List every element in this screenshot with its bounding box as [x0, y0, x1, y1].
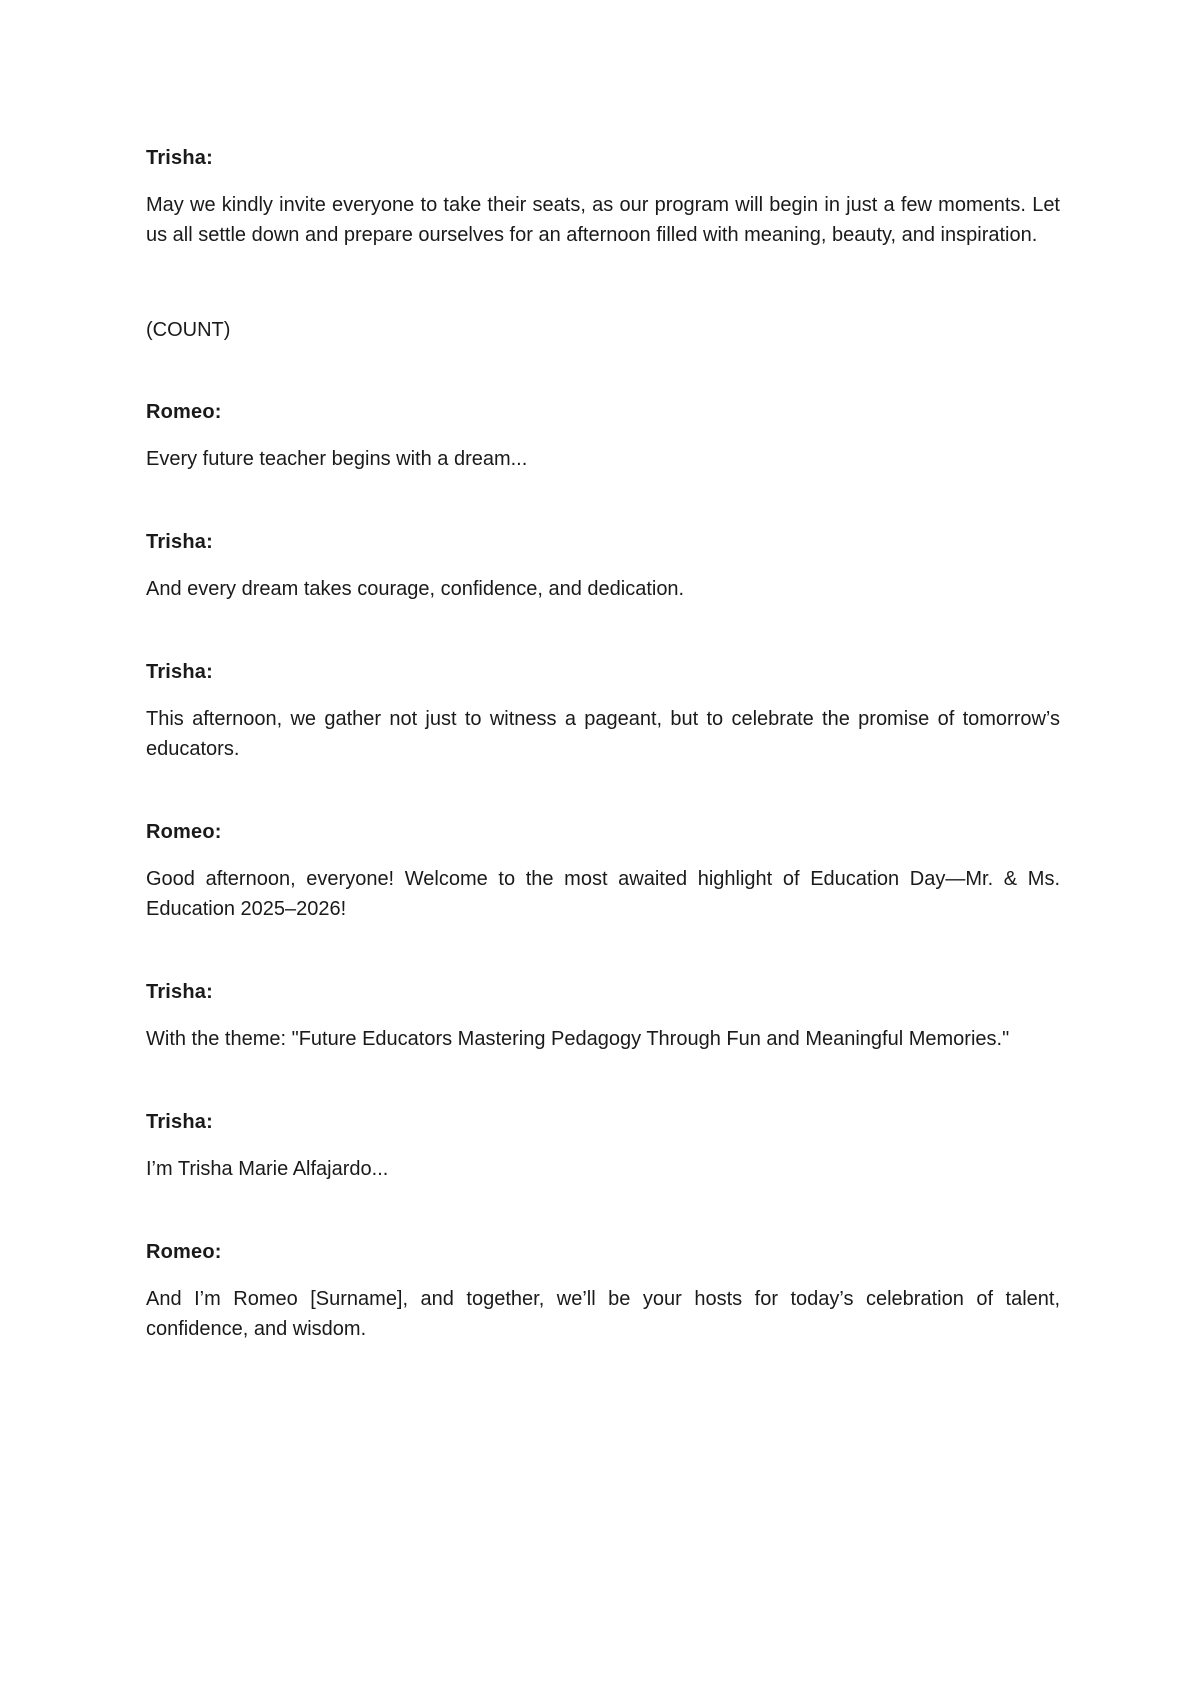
dialogue-text: I’m Trisha Marie Alfajardo... — [146, 1158, 389, 1180]
dialogue-text: And I’m Romeo [Surname], and together, we’ll be your hosts for today’s celebration of talent, confidence, and wisdom. — [146, 1288, 1060, 1340]
speaker-label: Trisha: — [146, 981, 213, 1003]
dialogue-text: Every future teacher begins with a dream... — [146, 448, 528, 470]
dialogue-text: With the theme: "Future Educators Mastering Pedagogy Through Fun and Meaningful Memories." — [146, 1028, 1010, 1050]
speaker-label: Romeo: — [146, 401, 222, 423]
script-block-3 — [146, 530, 1060, 604]
script-block-6 — [146, 980, 1060, 1054]
speaker-label: Trisha: — [146, 531, 213, 553]
dialogue-text: Good afternoon, everyone! Welcome to the most awaited highlight of Education Day—Mr. & Ms. Education 2025–2026! — [146, 868, 1060, 920]
script-block-5 — [146, 820, 1060, 924]
script-block-2 — [146, 400, 1060, 474]
script-block-8 — [146, 1240, 1060, 1344]
script-block-7 — [146, 1110, 1060, 1184]
speaker-label: Romeo: — [146, 821, 222, 843]
script-block-1 — [146, 146, 1060, 250]
stage-cue-block — [146, 318, 1060, 342]
dialogue-text: This afternoon, we gather not just to witness a pageant, but to celebrate the promise of tomorrow’s educators. — [146, 708, 1060, 760]
speaker-label: Trisha: — [146, 147, 213, 169]
speaker-label: Trisha: — [146, 1111, 213, 1133]
speaker-label: Trisha: — [146, 661, 213, 683]
script-block-4 — [146, 660, 1060, 764]
dialogue-text: May we kindly invite everyone to take their seats, as our program will begin in just a few moments. Let us all settle down and prepare ourselves for an afternoon filled with meaning, beauty, and inspiration. — [146, 194, 1060, 246]
speaker-label: Romeo: — [146, 1241, 222, 1263]
dialogue-text: And every dream takes courage, confidence, and dedication. — [146, 578, 685, 600]
script-body — [146, 146, 1060, 1344]
stage-cue: (COUNT) — [146, 319, 231, 341]
